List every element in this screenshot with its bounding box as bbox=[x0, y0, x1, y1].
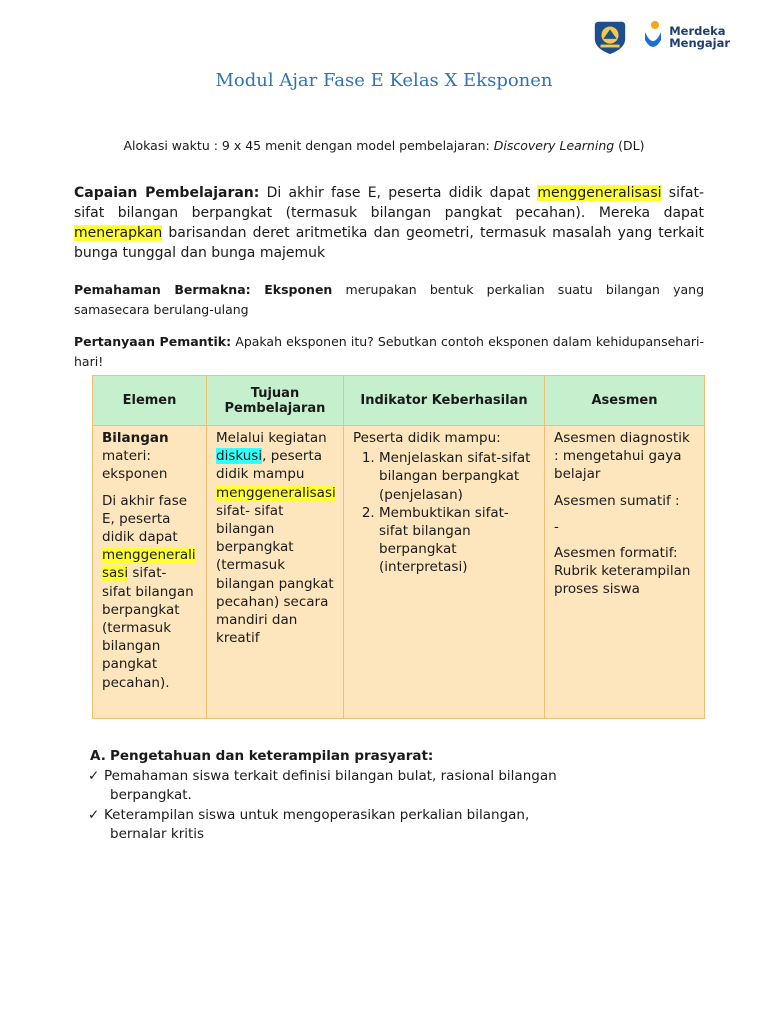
checkmark-icon: ✓ bbox=[88, 768, 100, 784]
prerequisite-item: ✓ Keterampilan siswa untuk mengoperasikan perkalian bilangan, bernalar kritis bbox=[88, 807, 530, 842]
cell-indikator: Peserta didik mampu: 1. Menjelaskan sifat-sifat bilangan berpangkat (penjelasan) 2. Membuktikan sifat-sifat bilangan berpangkat (interpretasi) bbox=[344, 426, 545, 719]
header-asesmen: Asesmen bbox=[545, 376, 705, 426]
header-elemen: Elemen bbox=[93, 376, 207, 426]
pertanyaan-pemantik: Pertanyaan Pemantik: Apakah eksponen itu? Sebutkan contoh eksponen dalam kehidupansehari-hari! bbox=[74, 334, 705, 369]
header-indikator: Indikator Keberhasilan bbox=[344, 376, 545, 426]
learning-table bbox=[92, 375, 705, 719]
cell-elemen: Bilangan materi: eksponen Di akhir fase E, peserta didik dapat menggenerali sasi sifat- sifat bilangan berpangkat (termasuk bilangan pangkat pecahan). bbox=[93, 426, 207, 719]
header-tujuan: Tujuan Pembelajaran bbox=[207, 376, 344, 426]
section-a-heading: A. Pengetahuan dan keterampilan prasyarat: bbox=[90, 748, 434, 764]
checkmark-icon: ✓ bbox=[88, 807, 100, 823]
capaian-pembelajaran: Capaian Pembelajaran: Di akhir fase E, peserta didik dapat menggeneralisasi sifat- sifat bilangan berpangkat (termasuk bilangan pangkat pecahan). Mereka dapat menerapkan barisandan deret aritmetika dan geometri, termasuk masalah yang terkait bunga tunggal dan bunga majemuk bbox=[74, 185, 705, 261]
cell-tujuan: Melalui kegiatan diskusi, peserta didik mampu menggeneralisasi sifat- sifat bilangan berpangkat (termasuk bilangan pangkat pecahan) secara mandiri dan kreatif bbox=[207, 426, 344, 719]
table-row bbox=[93, 426, 705, 719]
brand-line2: Mengajar bbox=[669, 36, 730, 50]
brand-line1: Merdeka bbox=[669, 24, 726, 38]
pemahaman-bermakna: Pemahaman Bermakna: Eksponen merupakan bentuk perkalian suatu bilangan yang samasecara berulang-ulang bbox=[74, 282, 705, 317]
merdeka-mengajar-logo bbox=[641, 20, 730, 54]
cell-asesmen: Asesmen diagnostik : mengetahui gaya belajar Asesmen sumatif : - Asesmen formatif: Rubrik keterampilan proses siswa bbox=[545, 426, 705, 719]
ministry-seal-icon bbox=[591, 18, 629, 56]
merdeka-mengajar-icon bbox=[641, 20, 665, 54]
indikator-list bbox=[353, 449, 536, 576]
page-title: Modul Ajar Fase E Kelas X Eksponen bbox=[215, 70, 553, 91]
list-item: 2. Membuktikan sifat-sifat bilangan berpangkat (interpretasi) bbox=[379, 504, 536, 577]
prerequisite-item: ✓ Pemahaman siswa terkait definisi bilangan bulat, rasional bilangan berpangkat. bbox=[88, 768, 557, 803]
table-header-row bbox=[93, 376, 705, 426]
list-item: 1. Menjelaskan sifat-sifat bilangan berpangkat (penjelasan) bbox=[379, 449, 536, 504]
alokasi-waktu: Alokasi waktu : 9 x 45 menit dengan model pembelajaran: Discovery Learning (DL) bbox=[123, 138, 645, 153]
header-logos bbox=[591, 18, 730, 56]
